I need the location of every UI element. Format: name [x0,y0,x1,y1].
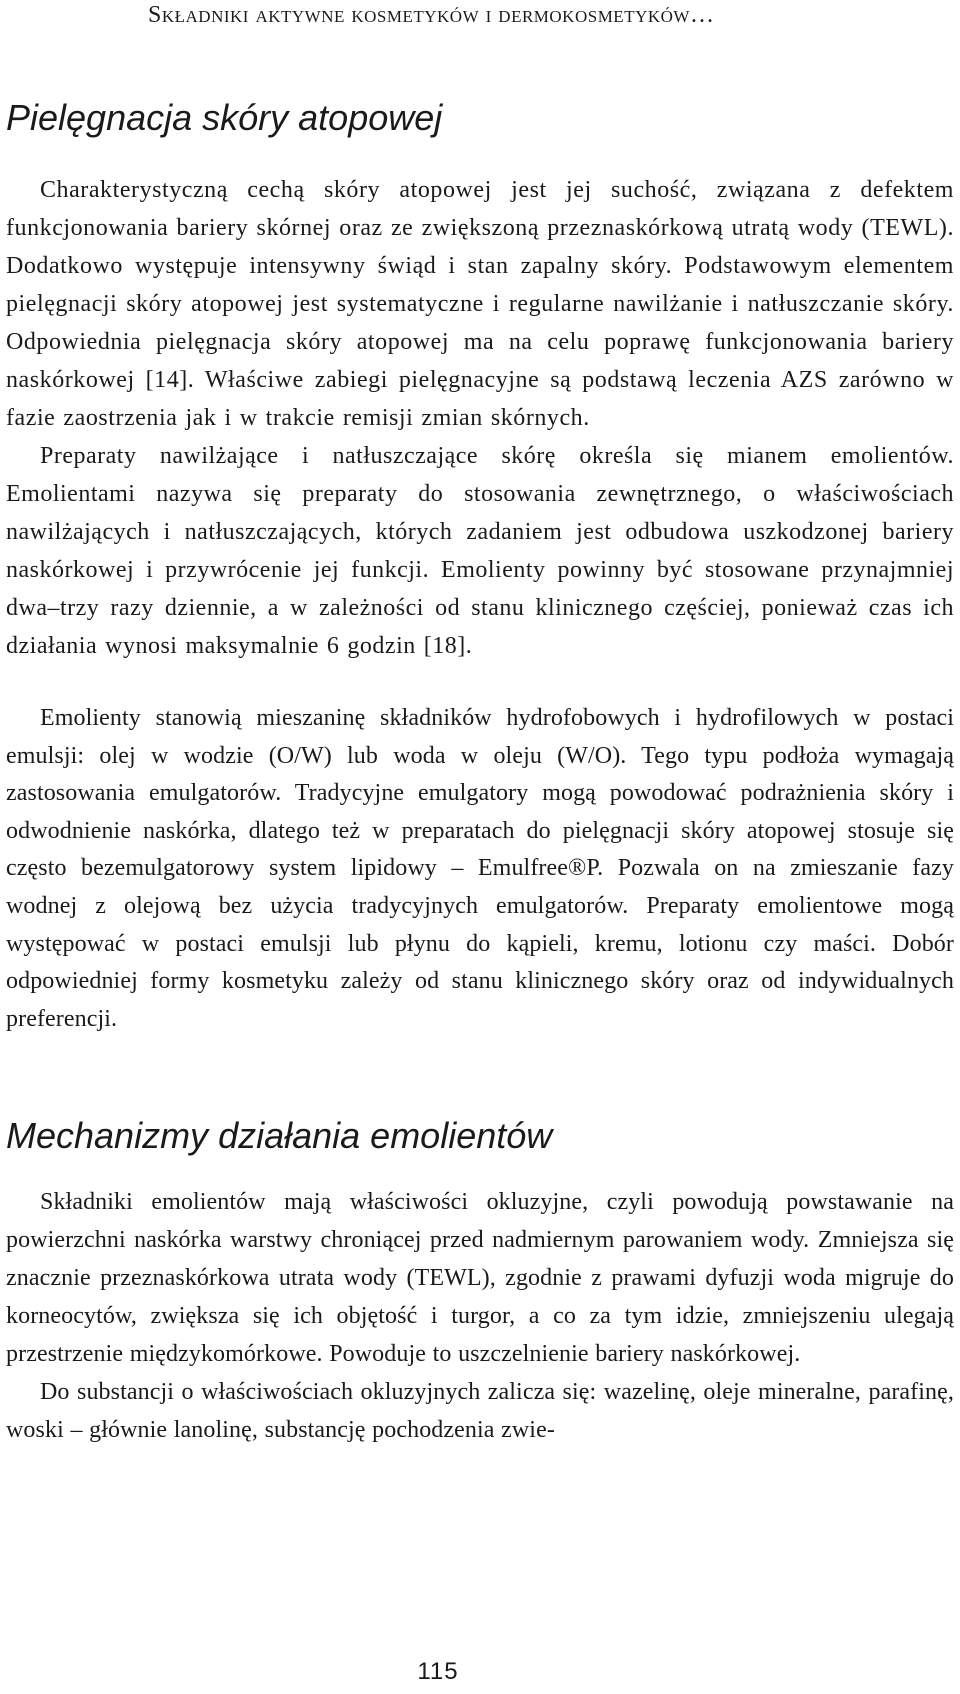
section-body [6,700,954,1038]
section-body [6,171,954,665]
paragraph: Emolienty stanowią mieszaninę składników hydrofobowych i hydrofilowych w postaci emulsji: olej w wodzie (O/W) lub woda w oleju (W/O). Tego typu podłoża wymagają zastosowania emulgatorów. Tradycyjne emulgatory mogą powodować podrażnienia skóry i odwodnienie naskórka, dlatego też w preparatach do pielęgnacji skóry atopowej stosuje się często bezemulgatorowy system lipidowy – Emulfree®P. Pozwala on na zmieszanie fazy wodnej z olejową bez użycia tradycyjnych emulgatorów. Preparaty emolientowe mogą występować w postaci emulsji lub płynu do kąpieli, kremu, lotionu czy maści. Dobór odpowiedniej formy kosmetyku zależy od stanu klinicznego skóry oraz od indywidualnych preferencji. [6,705,954,1032]
page-number: 115 [417,1658,459,1685]
paragraph: Składniki emolientów mają właściwości okluzyjne, czyli powodują powstawanie na powierzchni naskórka warstwy chroniącej przed nadmiernym parowaniem wody. Zmniejsza się znacznie przeznaskórkowa utrata wody (TEWL), zgodnie z prawami dyfuzji woda migruje do korneocytów, zwiększa się ich objętość i turgor, a co za tym idzie, zmniejszeniu ulegają przestrzenie międzykomórkowe. Powoduje to uszczelnienie bariery naskórkowej. [6,1189,954,1367]
section-heading: Mechanizmy działania emolientów [6,1115,553,1156]
paragraph: Preparaty nawilżające i natłuszczające skórę określa się mianem emolientów. Emolientami nazywa się preparaty do stosowania zewnętrznego, o właściwościach nawilżających i natłuszczających, których zadaniem jest odbudowa uszkodzonej bariery naskórkowej i przywrócenie jej funkcji. Emolienty powinny być stosowane przynajmniej dwa–trzy razy dziennie, a w zależności od stanu klinicznego częściej, ponieważ czas ich działania wynosi maksymalnie 6 godzin [18]. [6,443,954,659]
section-body [6,1183,954,1449]
paragraph: Charakterystyczną cechą skóry atopowej jest jej suchość, związana z defektem funkcjonowania bariery skórnej oraz ze zwiększoną przeznaskórkową utratą wody (TEWL). Dodatkowo występuje intensywny świąd i stan zapalny skóry. Podstawowym elementem pielęgnacji skóry atopowej jest systematyczne i regularne nawilżanie i natłuszczanie skóry. Odpowiednia pielęgnacja skóry atopowej ma na celu poprawę funkcjonowania bariery naskórkowej [14]. Właściwe zabiegi pielęgnacyjne są podstawą leczenia AZS zarówno w fazie zaostrzenia jak i w trakcie remisji zmian skórnych. [6,177,954,431]
running-head: Składniki aktywne kosmetyków i dermokosmetyków… [148,2,715,28]
section-heading: Pielęgnacja skóry atopowej [6,97,443,138]
paragraph: Do substancji o właściwościach okluzyjnych zalicza się: wazelinę, oleje mineralne, parafinę, woski – głównie lanolinę, substancję pochodzenia zwie- [6,1379,954,1443]
